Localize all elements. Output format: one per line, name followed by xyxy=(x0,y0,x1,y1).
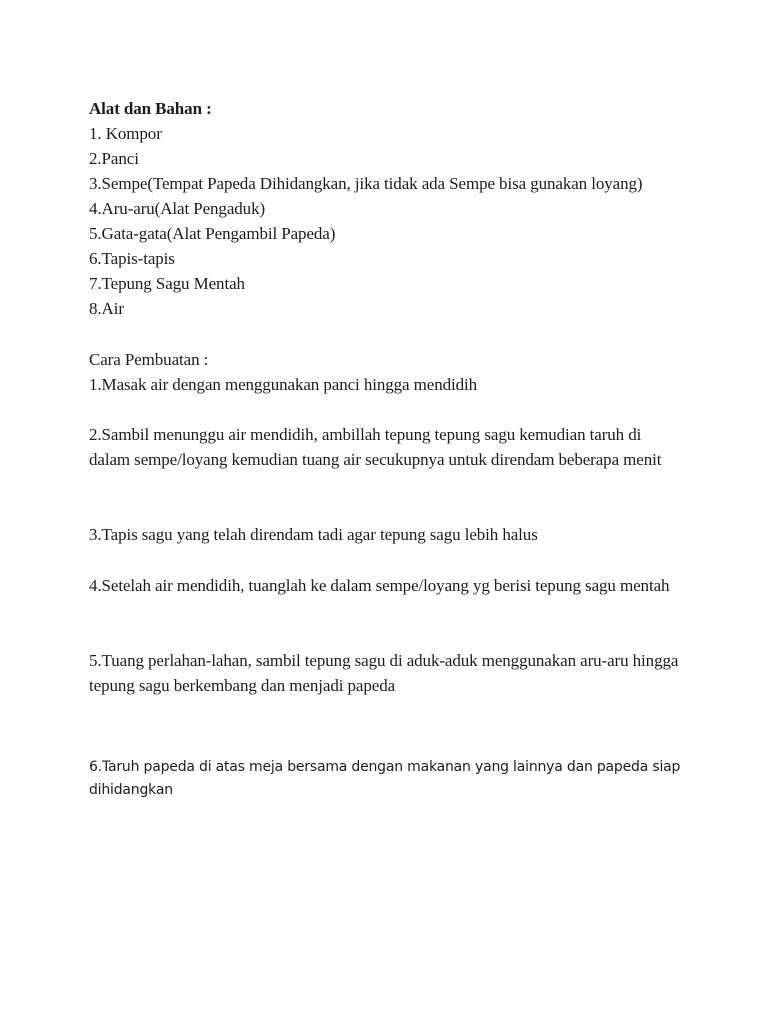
tools-item: 3.Sempe(Tempat Papeda Dihidangkan, jika tidak ada Sempe bisa gunakan loyang) xyxy=(89,174,643,193)
tools-item: 1. Kompor xyxy=(89,124,162,143)
method-step: 5.Tuang perlahan-lahan, sambil tepung sagu di aduk-aduk menggunakan aru-aru hingga tepung sagu berkembang dan menjadi papeda xyxy=(89,651,679,695)
tools-item: 4.Aru-aru(Alat Pengaduk) xyxy=(89,199,266,218)
tools-item: 6.Tapis-tapis xyxy=(89,249,175,268)
tools-item: 7.Tepung Sagu Mentah xyxy=(89,274,245,293)
method-section xyxy=(89,347,689,397)
method-step: 2.Sambil menunggu air mendidih, ambillah tepung tepung sagu kemudian taruh di dalam sempe/loyang kemudian tuang air secukupnya untuk direndam beberapa menit xyxy=(89,425,662,469)
tools-item: 2.Panci xyxy=(89,149,139,168)
tools-item: 5.Gata-gata(Alat Pengambil Papeda) xyxy=(89,224,336,243)
method-step: 3.Tapis sagu yang telah direndam tadi agar tepung sagu lebih halus xyxy=(89,525,538,544)
tools-section xyxy=(89,96,689,321)
method-step: 4.Setelah air mendidih, tuanglah ke dalam sempe/loyang yg berisi tepung sagu mentah xyxy=(89,576,670,595)
method-step: 6.Taruh papeda di atas meja bersama dengan makanan yang lainnya dan papeda siap dihidangkan xyxy=(89,759,681,798)
tools-item: 8.Air xyxy=(89,299,124,318)
method-heading: Cara Pembuatan : xyxy=(89,350,209,369)
method-step: 1.Masak air dengan menggunakan panci hingga mendidih xyxy=(89,375,478,394)
tools-heading: Alat dan Bahan : xyxy=(89,99,212,118)
